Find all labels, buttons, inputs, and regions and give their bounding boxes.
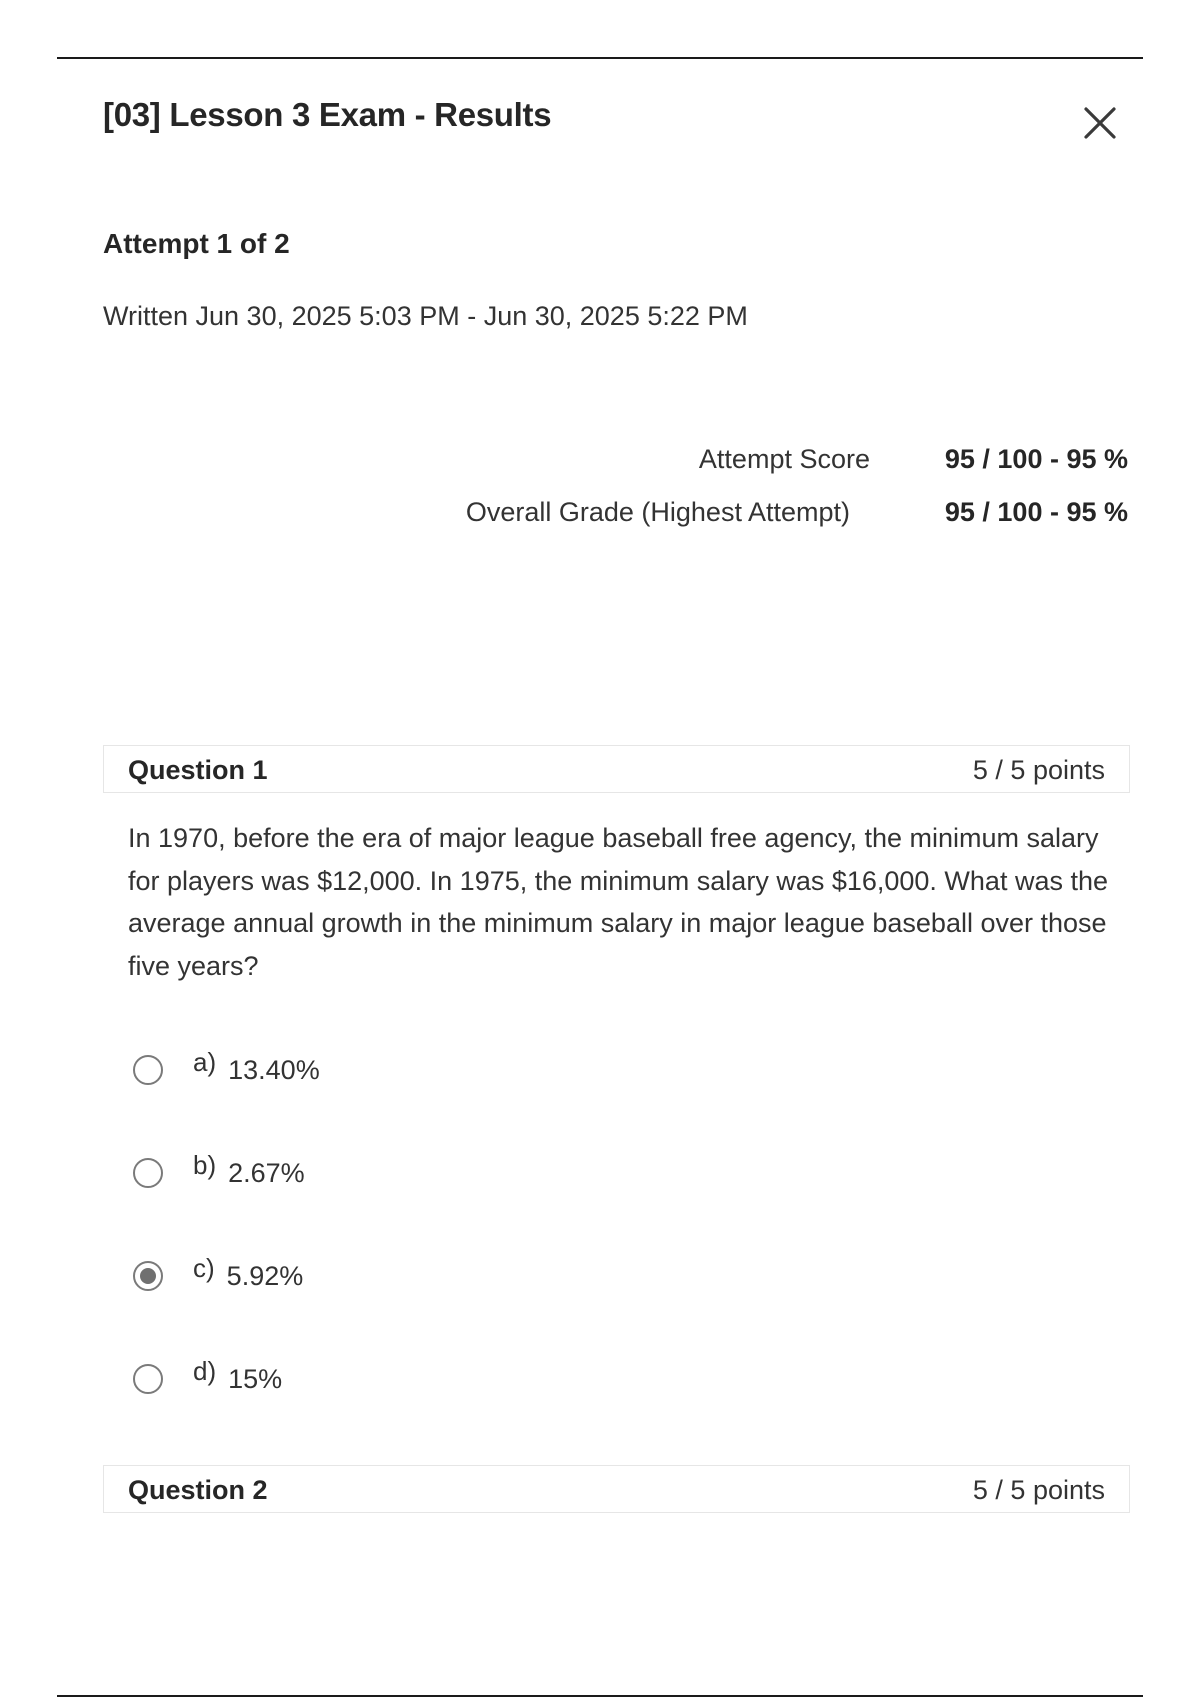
option-text: 2.67%	[228, 1157, 305, 1188]
question-1-header	[103, 745, 1130, 793]
question-1-title: Question 1	[128, 755, 268, 785]
question-1-text: In 1970, before the era of major league baseball free agency, the minimum salary for players was $12,000. In 1975, the minimum salary was $16,000. What was the average annual growth in the minimum salary in major league baseball over those five years?	[128, 823, 1109, 981]
written-timestamp: Written Jun 30, 2025 5:03 PM - Jun 30, 2025 5:22 PM	[103, 301, 748, 331]
radio-button[interactable]	[133, 1158, 163, 1188]
option-text: 5.92%	[226, 1260, 304, 1291]
option-letter: d)	[193, 1355, 217, 1386]
radio-button[interactable]	[133, 1364, 163, 1394]
attempt-score-label: Attempt Score	[698, 443, 870, 474]
option-letter: a)	[193, 1046, 217, 1077]
option-d[interactable]	[133, 1355, 283, 1399]
attempt-heading: Attempt 1 of 2	[103, 228, 290, 259]
option-text: 13.40%	[228, 1054, 320, 1085]
question-1-points: 5 / 5 points	[972, 755, 1105, 785]
question-2-header	[103, 1465, 1130, 1513]
overall-grade-label: Overall Grade (Highest Attempt)	[465, 496, 850, 527]
radio-button[interactable]	[133, 1055, 163, 1085]
close-button[interactable]	[1081, 104, 1119, 142]
attempt-score-row	[699, 442, 1128, 476]
close-icon	[1081, 104, 1119, 142]
radio-button-selected[interactable]	[133, 1261, 163, 1291]
option-a[interactable]	[133, 1046, 320, 1090]
option-text: 15%	[228, 1363, 283, 1394]
page-title: [03] Lesson 3 Exam - Results	[103, 96, 552, 133]
overall-grade-row	[466, 495, 1128, 529]
option-c[interactable]	[133, 1252, 304, 1296]
overall-grade-value: 95 / 100 - 95 %	[944, 496, 1128, 527]
bottom-divider	[57, 1695, 1143, 1697]
question-2-title: Question 2	[128, 1475, 268, 1505]
option-letter: b)	[193, 1149, 217, 1180]
option-b[interactable]	[133, 1149, 305, 1193]
question-2-points: 5 / 5 points	[972, 1475, 1105, 1505]
option-letter: c)	[193, 1252, 215, 1283]
top-divider	[57, 57, 1143, 59]
attempt-score-value: 95 / 100 - 95 %	[944, 443, 1128, 474]
